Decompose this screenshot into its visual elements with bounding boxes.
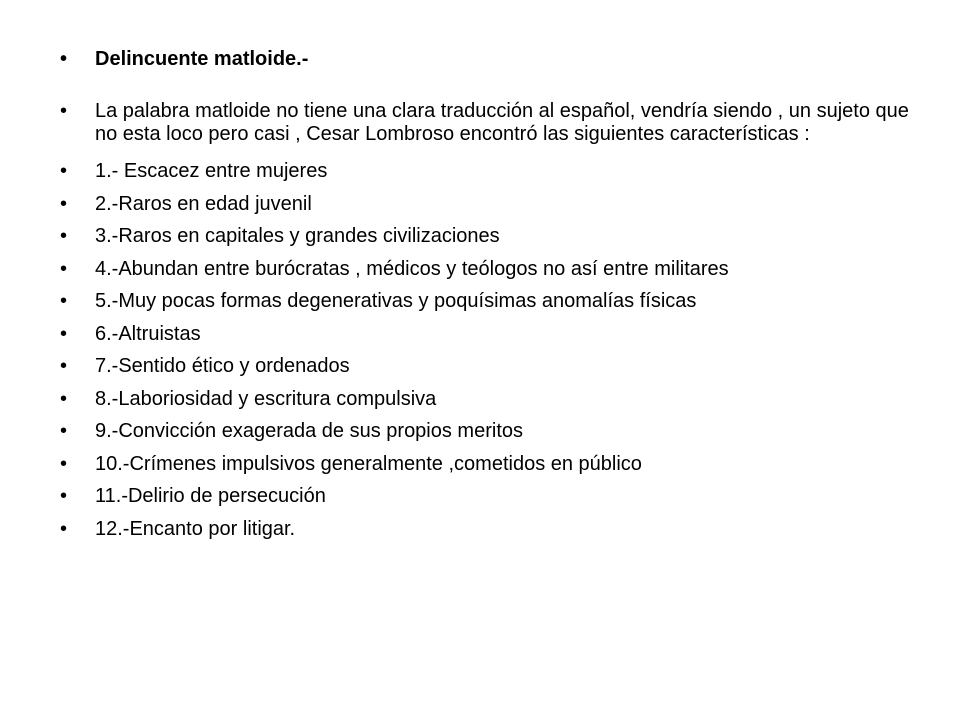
intro-paragraph bbox=[60, 100, 910, 146]
list-item-text: 4.-Abundan entre burócratas , médicos y teólogos no así entre militares bbox=[95, 257, 729, 280]
list-item-text: 8.-Laboriosidad y escritura compulsiva bbox=[95, 387, 437, 410]
bullet-list bbox=[60, 48, 910, 550]
list-item bbox=[60, 160, 910, 183]
bullet-icon: • bbox=[60, 257, 68, 280]
bullet-icon: • bbox=[60, 192, 68, 215]
list-item-text: 1.- Escacez entre mujeres bbox=[95, 160, 328, 182]
bullet-icon: • bbox=[60, 517, 68, 540]
list-item bbox=[60, 225, 910, 248]
bullet-icon: • bbox=[60, 160, 68, 182]
list-item-text: 11.-Delirio de persecución bbox=[95, 485, 326, 507]
bullet-icon: • bbox=[60, 420, 68, 442]
list-item-text: 9.-Convicción exagerada de sus propios meritos bbox=[95, 420, 523, 442]
list-item bbox=[60, 485, 910, 508]
list-item-text: 10.-Crímenes impulsivos generalmente ,cometidos en público bbox=[95, 452, 642, 475]
list-item bbox=[60, 193, 910, 216]
list-item bbox=[60, 453, 910, 476]
bullet-icon: • bbox=[60, 48, 68, 70]
list-item bbox=[60, 323, 910, 346]
list-item bbox=[60, 258, 910, 281]
intro-text: La palabra matloide no tiene una clara traducción al español, vendría siendo , un sujeto que no esta loco pero casi , Cesar Lombroso encontró las siguientes características : bbox=[95, 100, 909, 145]
bullet-icon: • bbox=[60, 452, 68, 475]
list-item-text: 3.-Raros en capitales y grandes civilizaciones bbox=[95, 225, 500, 247]
list-item-text: 5.-Muy pocas formas degenerativas y poquísimas anomalías físicas bbox=[95, 290, 697, 312]
bullet-icon: • bbox=[60, 322, 68, 345]
list-item bbox=[60, 420, 910, 443]
bullet-icon: • bbox=[60, 290, 68, 312]
bullet-icon: • bbox=[60, 485, 68, 507]
list-item-text: 6.-Altruistas bbox=[95, 322, 201, 345]
bullet-icon: • bbox=[60, 225, 68, 247]
list-item-text: 12.-Encanto por litigar. bbox=[95, 517, 296, 540]
slide-title bbox=[60, 48, 910, 71]
bullet-icon: • bbox=[60, 387, 68, 410]
list-item bbox=[60, 290, 910, 313]
list-item bbox=[60, 518, 910, 541]
bullet-icon: • bbox=[60, 355, 68, 377]
list-item-text: 2.-Raros en edad juvenil bbox=[95, 192, 312, 215]
slide-title-text: Delincuente matloide.- bbox=[95, 48, 309, 70]
list-item bbox=[60, 388, 910, 411]
bullet-icon: • bbox=[60, 100, 68, 122]
list-item bbox=[60, 355, 910, 378]
list-item-text: 7.-Sentido ético y ordenados bbox=[95, 355, 350, 377]
